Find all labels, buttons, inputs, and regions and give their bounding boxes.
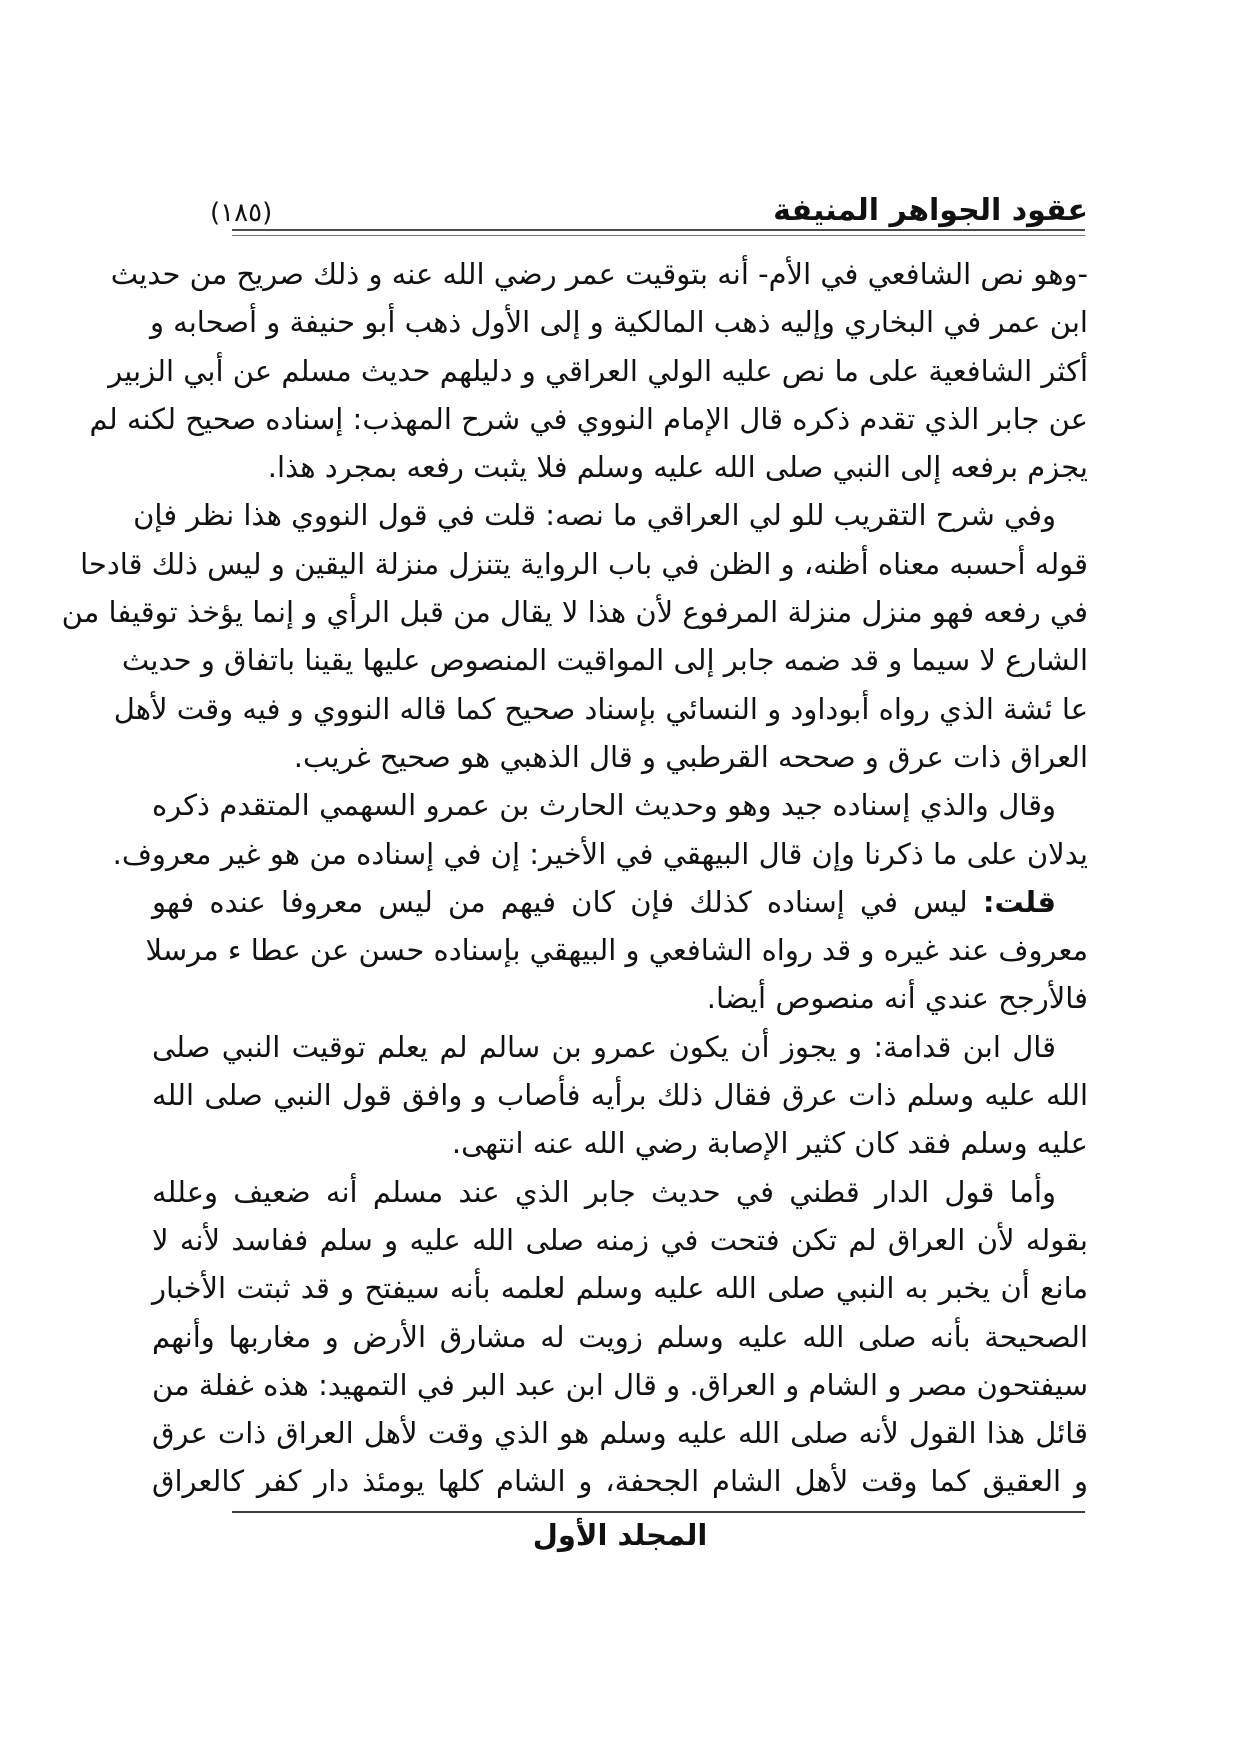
body-line: قوله أحسبه معناه أظنه، و الظن في باب الرواية يتنزل منزلة اليقين و ليس ذلك قادحا — [80, 546, 1088, 581]
body-line: الشارع لا سيما و قد ضمه جابر إلى المواقيت المنصوص عليها يقينا باتفاق و حديث — [121, 643, 1088, 678]
body-line: عا ئشة الذي رواه أبوداود و النسائي بإسناد صحيح كما قاله النووي و فيه وقت لأهل — [113, 691, 1088, 726]
body-line: قلت: ليس في إسناده كذلك فإن كان فيهم من ليس معروفا عنده فهو — [152, 884, 1056, 919]
body-line: يدلان على ما ذكرنا وإن قال البيهقي في الأخير: إن في إسناده من هو غير معروف. — [112, 836, 1088, 871]
body-text-block — [61, 250, 1088, 1506]
body-line: عليه وسلم فقد كان كثير الإصابة رضي الله عنه انتهى. — [451, 1126, 1088, 1161]
bold-lead-word: قلت: — [982, 884, 1056, 919]
body-line: قال ابن قدامة: و يجوز أن يكون عمرو بن سالم لم يعلم توقيت النبي صلى — [152, 1029, 1056, 1064]
body-line: الله عليه وسلم ذات عرق فقال ذلك برأيه فأصاب و وافق قول النبي صلى الله — [152, 1078, 1088, 1113]
body-line: العراق ذات عرق و صححه القرطبي و قال الذهبي هو صحيح غريب. — [293, 739, 1088, 774]
page-header — [152, 178, 1088, 228]
body-line: مانع أن يخبر به النبي صلى الله عليه وسلم لعلمه بأنه سيفتح و قد ثبتت الأخبار — [152, 1271, 1088, 1306]
header-double-rule — [232, 229, 1085, 236]
footer-rule — [232, 1511, 1085, 1513]
body-line: سيفتحون مصر و الشام و العراق. و قال ابن عبد البر في التمهيد: هذه غفلة من — [152, 1367, 1088, 1402]
body-line: ابن عمر في البخاري وإليه ذهب المالكية و إلى الأول ذهب أبو حنيفة و أصحابه و — [149, 305, 1088, 340]
body-line: الصحيحة بأنه صلى الله عليه وسلم زويت له مشارق الأرض و مغاربها وأنهم — [152, 1319, 1088, 1354]
body-line: يجزم برفعه إلى النبي صلى الله عليه وسلم فلا يثبت رفعه بمجرد هذا. — [267, 450, 1088, 485]
body-line: وأما قول الدار قطني في حديث جابر الذي عند مسلم أنه ضعيف وعلله — [152, 1174, 1056, 1209]
body-line: عن جابر الذي تقدم ذكره قال الإمام النووي في شرح المهذب: إسناده صحيح لكنه لم — [89, 401, 1088, 436]
book-title: عقود الجواهر المنيفة — [773, 193, 1088, 228]
volume-label: المجلد الأول — [532, 1518, 708, 1552]
body-line: و العقيق كما وقت لأهل الشام الجحفة، و الشام كلها يومئذ دار كفر كالعراق — [152, 1464, 1088, 1499]
body-line: وقال والذي إسناده جيد وهو وحديث الحارث بن عمرو السهمي المتقدم ذكره — [152, 788, 1056, 823]
page-number: (١٨٥) — [210, 198, 273, 228]
body-line: أكثر الشافعية على ما نص عليه الولي العراقي و دليلهم حديث مسلم عن أبي الزبير — [108, 353, 1088, 388]
body-line: في رفعه فهو منزل منزلة المرفوع لأن هذا لا يقال من قبل الرأي و إنما يؤخذ توقيفا من — [61, 595, 1088, 630]
body-line: قائل هذا القول لأنه صلى الله عليه وسلم هو الذي وقت لأهل العراق ذات عرق — [152, 1416, 1088, 1451]
body-line: معروف عند غيره و قد رواه الشافعي و البيهقي بإسناده حسن عن عطا ء مرسلا — [145, 933, 1088, 968]
body-line: فالأرجح عندي أنه منصوص أيضا. — [706, 981, 1088, 1016]
body-line: -وهو نص الشافعي في الأم- أنه بتوقيت عمر رضي الله عنه و ذلك صريح من حديث — [110, 257, 1088, 291]
body-line: بقوله لأن العراق لم تكن فتحت في زمنه صلى الله عليه و سلم ففاسد لأنه لا — [152, 1222, 1088, 1257]
body-line: وفي شرح التقريب للو لي العراقي ما نصه: قلت في قول النووي هذا نظر فإن — [133, 498, 1056, 533]
